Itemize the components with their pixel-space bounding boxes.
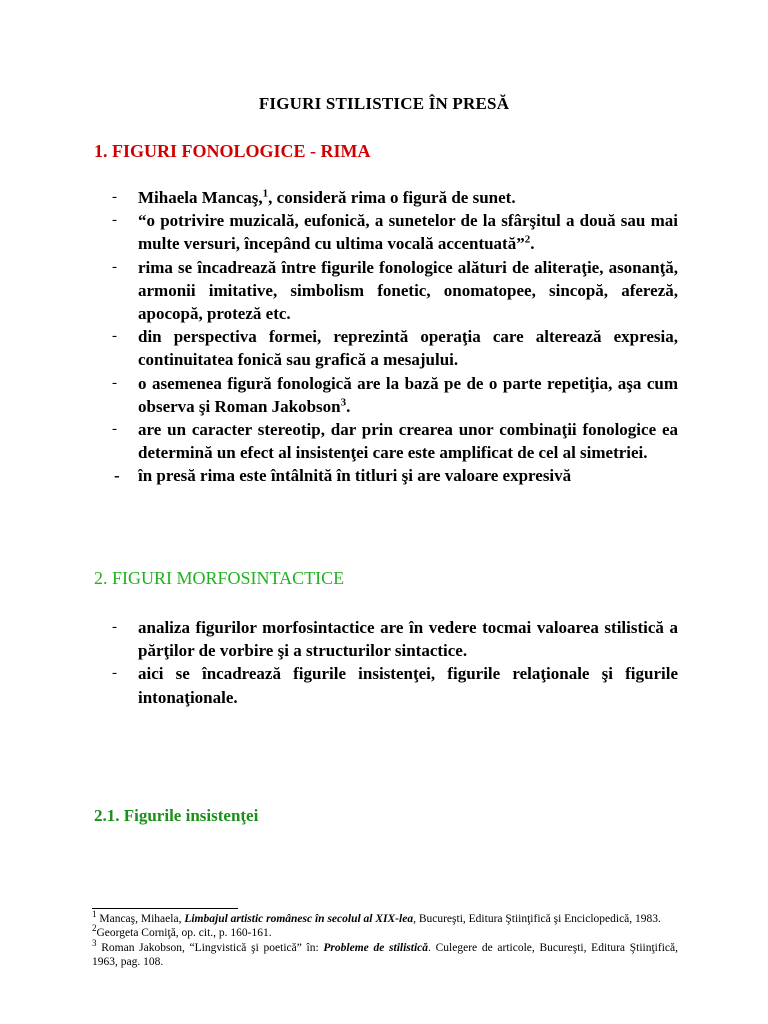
footnote-number: 1 xyxy=(92,909,97,920)
list-item xyxy=(112,372,678,418)
bullet-dash: - xyxy=(114,466,120,486)
list-item-text: “o potrivire muzicală, eufonică, a sunetelor de la sfârşitul a două sau mai multe versuri, începând cu ultima vocală accentuată” xyxy=(138,211,678,254)
list-item-text: rima se încadrează între figurile fonologice alături de aliteraţie, asonanţă, armonii imitative, simbolism fonetic, onomatopee, sincopă, afereză, apocopă, proteză etc. xyxy=(138,257,678,324)
subsection-heading: 2.1. Figurile insistenţei xyxy=(94,806,259,825)
footnote-divider xyxy=(92,908,238,909)
footnote-ref: 3 xyxy=(340,396,347,409)
list-item xyxy=(112,616,678,662)
footnote xyxy=(92,909,678,926)
section-2-heading: 2. FIGURI MORFOSINTACTICE xyxy=(94,568,345,588)
list-item-text: aici se încadrează figurile insistenţei, figurile relaţionale şi figurile intonaţionale. xyxy=(138,664,678,707)
bullet-dash: - xyxy=(112,665,117,682)
bullet-dash: - xyxy=(112,212,117,229)
document-title: FIGURI STILISTICE ÎN PRESĂ xyxy=(258,94,510,113)
bullet-dash: - xyxy=(112,189,117,205)
list-item xyxy=(112,186,678,209)
footnote-number: 2 xyxy=(92,923,97,934)
footnote xyxy=(92,923,678,940)
footnote-text: Georgeta Corniţă, op. cit., p. 160-161. xyxy=(96,927,272,940)
list-item-text: din perspectiva formei, reprezintă operaţia care alterează expresia, continuitatea fonică sau grafică a mesajului. xyxy=(138,327,678,370)
footnote xyxy=(92,937,678,970)
footnote-text: Roman Jakobson, “Lingvistică şi poetică” în: xyxy=(96,941,324,954)
footnote-book-title: Limbajul artistic românesc în secolul al XIX-lea xyxy=(184,913,414,925)
list-item-text: analiza figurilor morfosintactice are în vedere tocmai valoarea stilistică a părţilor de vorbire şi a structurilor sintactice. xyxy=(138,618,678,661)
footnote-book-title: Probleme de stilistică xyxy=(323,941,429,954)
list-item-text: are un caracter stereotip, dar prin crearea unor combinaţii fonologice ea determină un efect al insistenţei care este amplificat de cel al simetriei. xyxy=(138,420,678,463)
footnote-ref: 1 xyxy=(262,187,269,200)
footnotes xyxy=(92,909,678,970)
bullet-dash: - xyxy=(112,374,117,391)
list-item-text: o asemenea figură fonologică are la bază pe de o parte repetiţia, aşa cum observa şi Roman Jakobson xyxy=(138,373,678,416)
footnote-ref: 2 xyxy=(524,233,531,246)
footnote-text: . Culegere de articole, Bucureşti, Editura Ştiinţifică, 1963, pag. 108. xyxy=(92,941,678,969)
list-item xyxy=(112,662,678,708)
footnote-text: , Bucureşti, Editura Ştiinţifică şi Enciclopedică, 1983. xyxy=(413,913,661,925)
bullet-dash: - xyxy=(112,328,117,345)
list-item-text: . xyxy=(530,234,535,254)
bullet-dash: - xyxy=(112,258,117,275)
list-item xyxy=(112,256,678,326)
section-1-heading: 1. FIGURI FONOLOGICE - RIMA xyxy=(94,141,371,161)
list-item xyxy=(112,418,678,464)
list-item-text: în presă rima este întâlnită în titluri şi are valoare expresivă xyxy=(138,466,572,486)
list-item-text: , consideră rima o figură de sunet. xyxy=(268,188,516,207)
list-item xyxy=(112,464,678,487)
list-item-text: Mihaela Mancaş, xyxy=(138,188,263,207)
bullet-dash: - xyxy=(112,619,117,635)
list-item-text: . xyxy=(346,396,351,416)
section-1-list xyxy=(112,186,678,488)
bullet-dash: - xyxy=(112,421,117,438)
footnote-text: Mancaş, Mihaela, xyxy=(96,913,185,925)
list-item xyxy=(112,325,678,371)
list-item xyxy=(112,209,678,255)
footnote-number: 3 xyxy=(92,937,97,948)
section-2-list xyxy=(112,616,678,709)
